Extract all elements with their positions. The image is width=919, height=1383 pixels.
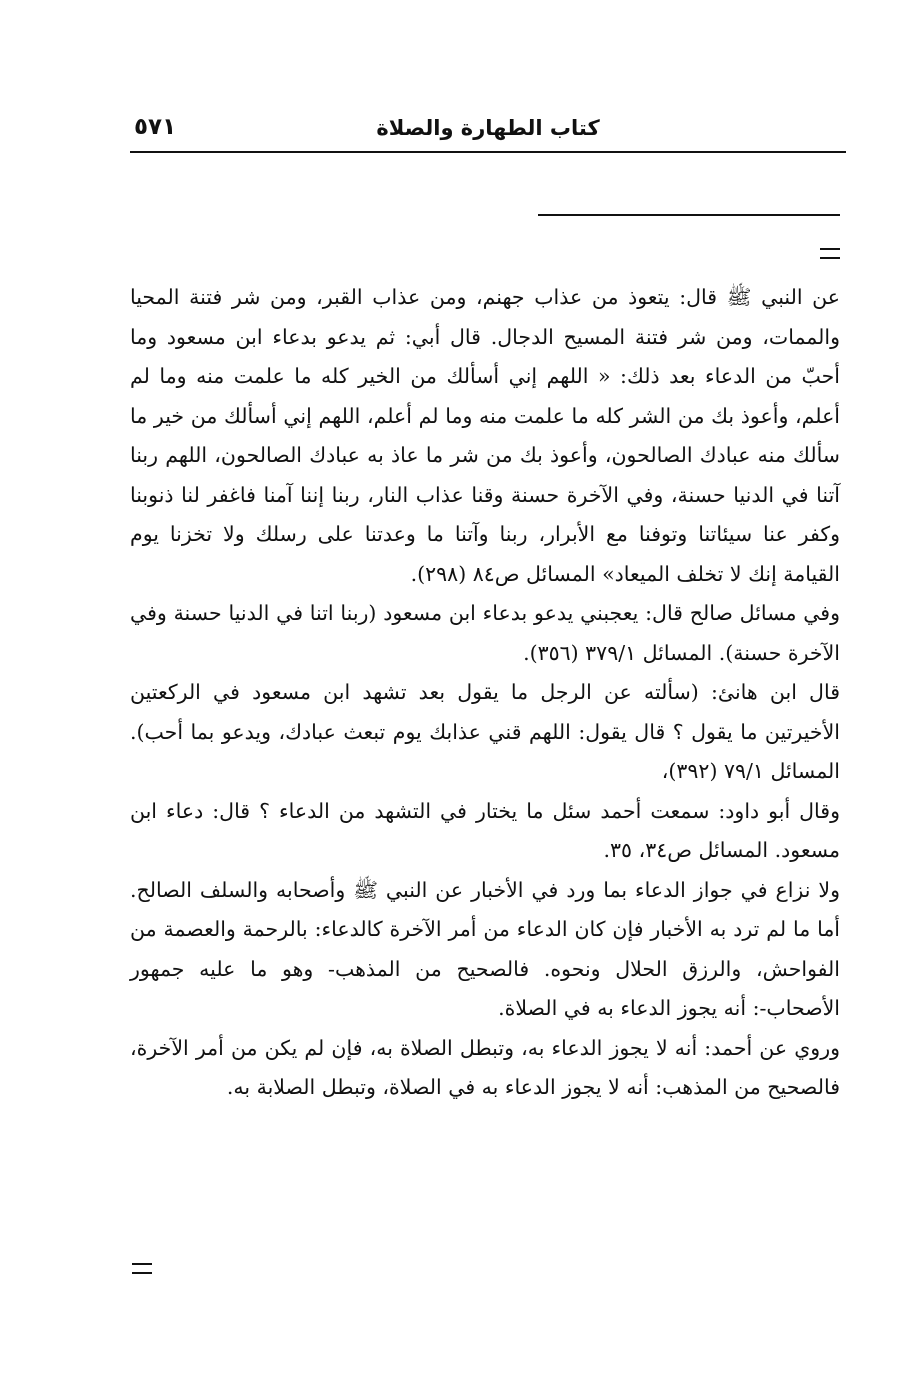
continuation-mark-bottom bbox=[132, 1263, 152, 1274]
running-header bbox=[130, 112, 846, 150]
paragraph: قال ابن هانئ: (سألته عن الرجل ما يقول بعد تشهد ابن مسعود في الركعتين الأخيرتين ما يقول ؟ قال يقول: اللهم قني عذابك يوم تبعث عبادك، ويدعو بما أحب). المسائل ٧٩/١ (٣٩٢)، bbox=[130, 680, 840, 783]
page-number: ٥٧١ bbox=[134, 114, 177, 140]
footnote-separator bbox=[538, 214, 840, 216]
paragraph: وفي مسائل صالح قال: يعجبني يدعو بدعاء ابن مسعود (ربنا اتنا في الدنيا حسنة وفي الآخرة حسنة). المسائل ٣٧٩/١ (٣٥٦). bbox=[130, 601, 840, 665]
paragraph: وقال أبو داود: سمعت أحمد سئل ما يختار في التشهد من الدعاء ؟ قال: دعاء ابن مسعود. المسائل ص٣٤، ٣٥. bbox=[130, 798, 840, 862]
header-title: كتاب الطهارة والصلاة bbox=[376, 116, 600, 140]
paragraph: وروي عن أحمد: أنه لا يجوز الدعاء به، وتبطل الصلاة به، فإن لم يكن من أمر الآخرة، فالصحيح من المذهب: أنه لا يجوز الدعاء به في الصلاة، وتبطل الصلابة به. bbox=[130, 1035, 840, 1099]
header-rule bbox=[130, 151, 846, 153]
paragraph: ولا نزاع في جواز الدعاء بما ورد في الأخبار عن النبي ﷺ وأصحابه والسلف الصالح. أما ما لم ترد به الأخبار فإن كان الدعاء من أمر الآخرة كالدعاء: بالرحمة والعصمة من الفواحش، والرزق الحلال ونحوه. فالصحيح من المذهب- وهو ما عليه جمهور الأصحاب-: أنه يجوز الدعاء به في الصلاة. bbox=[130, 877, 840, 1020]
footnote-text bbox=[130, 278, 840, 1108]
continuation-mark-top bbox=[820, 248, 840, 259]
paragraph: عن النبي ﷺ قال: يتعوذ من عذاب جهنم، ومن عذاب القبر، ومن شر فتنة المحيا والممات، ومن شر فتنة المسيح الدجال. قال أبي: ثم يدعو بدعاء ابن مسعود وما أحبّ من الدعاء بعد ذلك: « اللهم إني أسألك من الخير كله ما علمت منه وما لم أعلم، وأعوذ بك من الشر كله ما علمت منه وما لم أعلم، اللهم إني أسألك من خير ما سألك منه عبادك الصالحون، وأعوذ بك من شر ما عاذ به عبادك الصالحون، اللهم ربنا آتنا في الدنيا حسنة، وفي الآخرة حسنة وقنا عذاب النار، ربنا إننا آمنا فاغفر لنا ذنوبنا وكفر عنا سيئاتنا وتوفنا مع الأبرار، ربنا وآتنا ما وعدتنا على رسلك ولا تخزنا يوم القيامة إنك لا تخلف الميعاد» المسائل ص٨٤ (٢٩٨). bbox=[130, 285, 840, 586]
